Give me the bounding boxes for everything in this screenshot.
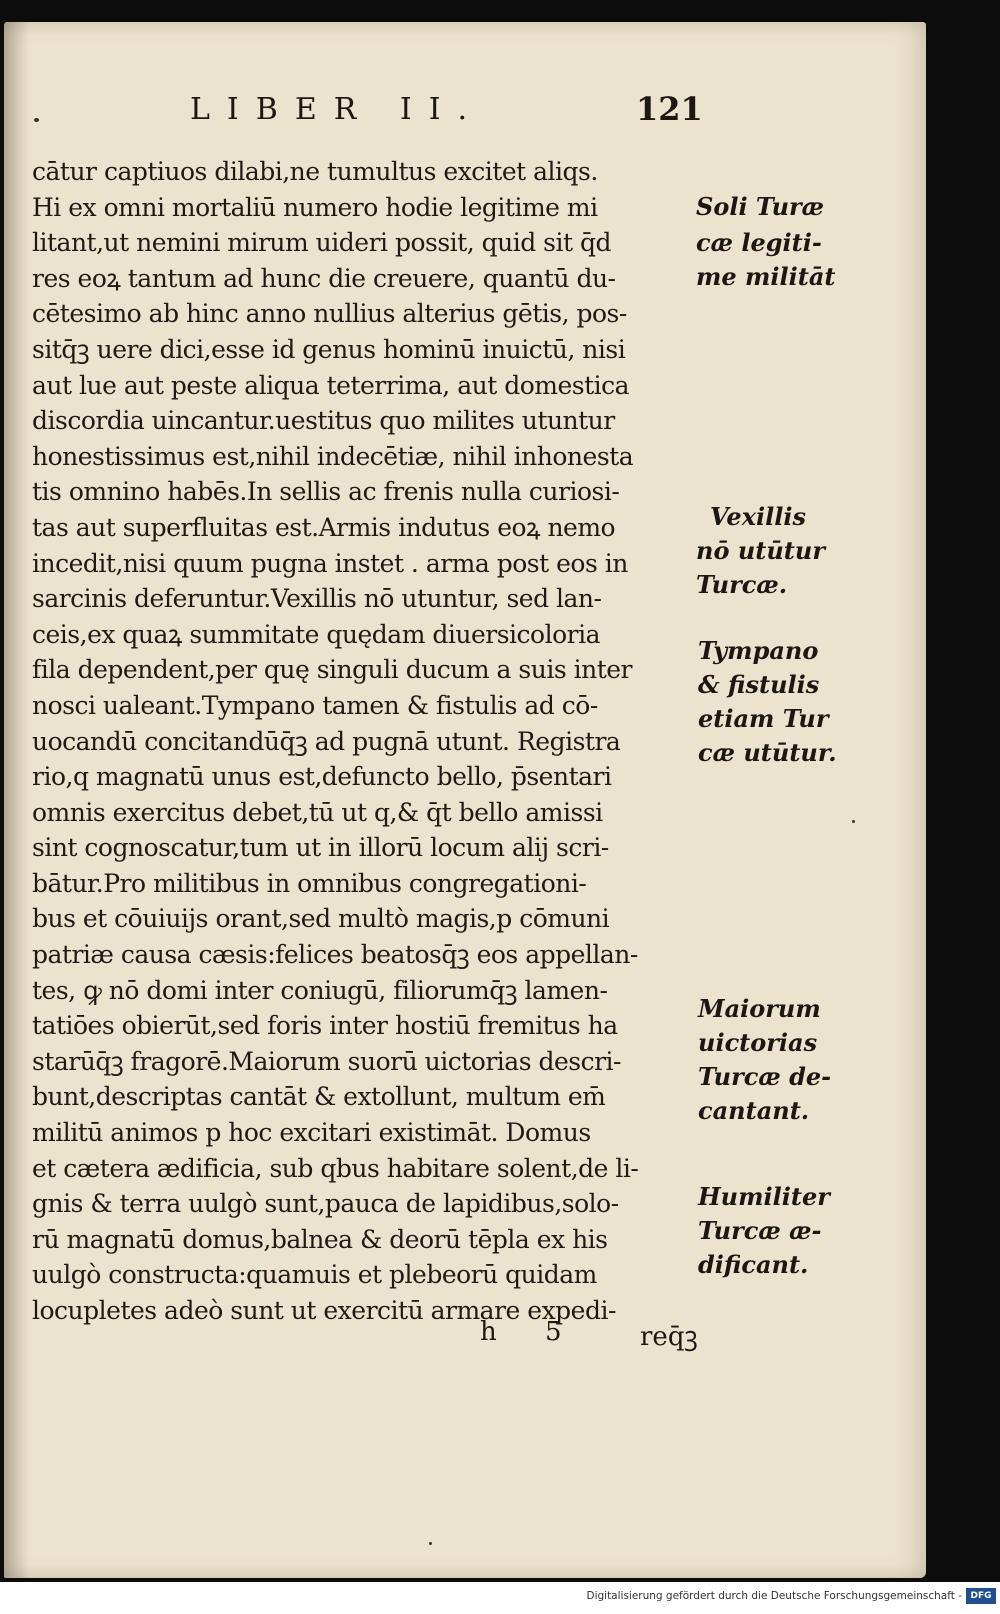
text-line: gnis & terra uulgò sunt,pauca de lapidibus,solo- xyxy=(32,1189,619,1219)
page-number: 121 xyxy=(636,90,703,128)
marginal-note-vexillis xyxy=(696,500,825,602)
marginal-note-line: Turcæ æ- xyxy=(698,1216,822,1245)
funding-credit: Digitalisierung gefördert durch die Deutsche Forschungsgemeinschaft - xyxy=(586,1590,962,1602)
text-line: sitq̄ꝫ uere dici,esse id genus hominū inuictū, nisi xyxy=(32,334,626,364)
text-line: bus et cōuiuijs orant,sed multò magis,p cōmuni xyxy=(32,904,610,934)
text-line: nosci ualeant.Tympano tamen & fistulis ad cō- xyxy=(32,690,598,720)
marginal-note-line: & fistulis xyxy=(698,670,820,699)
marginal-note-line: cæ legiti- xyxy=(696,228,822,257)
marginal-note-humiliter xyxy=(698,1180,830,1282)
text-line: ceis,ex quaꝝ summitate quędam diuersicoloria xyxy=(32,619,600,649)
marginal-note-line: cantant. xyxy=(698,1096,810,1125)
text-line: tis omnino habēs.In sellis ac frenis nulla curiosi- xyxy=(32,477,620,507)
dfg-logo: DFG xyxy=(966,1588,996,1604)
text-line: fila dependent,per quę singuli ducum a suis inter xyxy=(32,655,632,685)
marginal-note-line: Tympano xyxy=(698,636,819,665)
marginal-note-soli-turcae xyxy=(696,190,836,294)
text-line: sarcinis deferuntur.Vexillis nō utuntur, sed lan- xyxy=(32,584,602,614)
text-line: bātur.Pro militibus in omnibus congregationi- xyxy=(32,868,587,898)
text-line: sint cognoscatur,tum ut in illorū locum alij scri- xyxy=(32,833,609,863)
text-line: locupletes adeò sunt ut exercitū armare expedi- xyxy=(32,1296,616,1325)
marginal-note-line: uictorias xyxy=(698,1028,818,1057)
text-line: uulgò constructa:quamuis et plebeorū quidam xyxy=(32,1260,597,1290)
text-line: tatiōes obierūt,sed foris inter hostiū fremitus ha xyxy=(32,1011,618,1041)
digitization-footer xyxy=(0,1582,1000,1614)
text-line: tas aut superfluitas est.Armis indutus eoꝝ nemo xyxy=(32,512,616,542)
text-line: rū magnatū domus,balnea & deorū tēpla ex his xyxy=(32,1224,608,1254)
running-head-title: LIBER II. xyxy=(190,92,485,127)
text-line: rio,q magnatū unus est,defuncto bello, p̄sentari xyxy=(32,762,612,792)
text-line: litant,ut nemini mirum uideri possit, quid sit q̄d xyxy=(32,228,611,258)
text-line: cātur captiuos dilabi,ne tumultus excitet aliqs. xyxy=(32,157,598,186)
text-line: cētesimo ab hinc anno nullius alterius gētis, pos- xyxy=(32,299,627,329)
text-line: et cætera ædificia, sub qbus habitare solent,de li- xyxy=(32,1153,639,1183)
text-line: Hi ex omni mortaliū numero hodie legitime mi xyxy=(32,192,598,222)
text-line: omnis exercitus debet,tū ut q,& q̄t bello amissi xyxy=(32,797,603,827)
text-line: incedit,nisi quum pugna instet . arma post eos in xyxy=(32,548,628,578)
marginal-note-maiorum xyxy=(698,992,831,1128)
text-line: uocandū concitandūq̄ꝫ ad pugnā utunt. Registra xyxy=(32,726,621,756)
text-line: aut lue aut peste aliqua teterrima, aut domestica xyxy=(32,370,630,400)
marginal-note-line: cæ utūtur. xyxy=(698,738,837,767)
text-line: bunt,descriptas cantāt & extollunt, multum em̄ xyxy=(32,1082,606,1112)
text-line: tes, ꝙ nō domi inter coniugū, filiorumq̄ꝫ lamen- xyxy=(32,975,608,1005)
marginal-note-line: dificant. xyxy=(698,1250,809,1279)
marginal-note-line: Vexillis xyxy=(710,502,806,531)
text-line: starūq̄ꝫ fragorē.Maiorum suorū uictorias descri- xyxy=(32,1046,621,1076)
marginal-note-line: Turcæ. xyxy=(696,570,788,599)
marginal-note-line: Humiliter xyxy=(698,1182,830,1211)
book-page xyxy=(4,22,926,1578)
text-line: militū animos p hoc excitari existimāt. Domus xyxy=(32,1118,591,1148)
text-line: patriæ causa cæsis:felices beatosq̄ꝫ eos appellan- xyxy=(32,940,638,970)
text-line: discordia uincantur.uestitus quo milites utuntur xyxy=(32,406,615,436)
text-line: honestissimus est,nihil indecētiæ, nihil inhonesta xyxy=(32,441,634,471)
marginal-note-line: me militāt xyxy=(696,262,836,291)
marginal-note-tympano xyxy=(698,634,837,770)
catchword: req̄ꝫ xyxy=(640,1322,698,1352)
marginal-note-line: Turcæ de- xyxy=(698,1062,832,1091)
marginal-note-line: nō utūtur xyxy=(696,536,825,565)
signature-mark: h 5 xyxy=(480,1317,582,1347)
marginal-note-line: etiam Tur xyxy=(698,704,829,733)
marginal-notes xyxy=(4,22,926,1578)
marginal-note-line: Maiorum xyxy=(698,994,821,1023)
text-line: res eoꝝ tantum ad hunc die creuere, quantū du- xyxy=(32,263,616,293)
marginal-note-line: Soli Turæ xyxy=(696,192,825,221)
